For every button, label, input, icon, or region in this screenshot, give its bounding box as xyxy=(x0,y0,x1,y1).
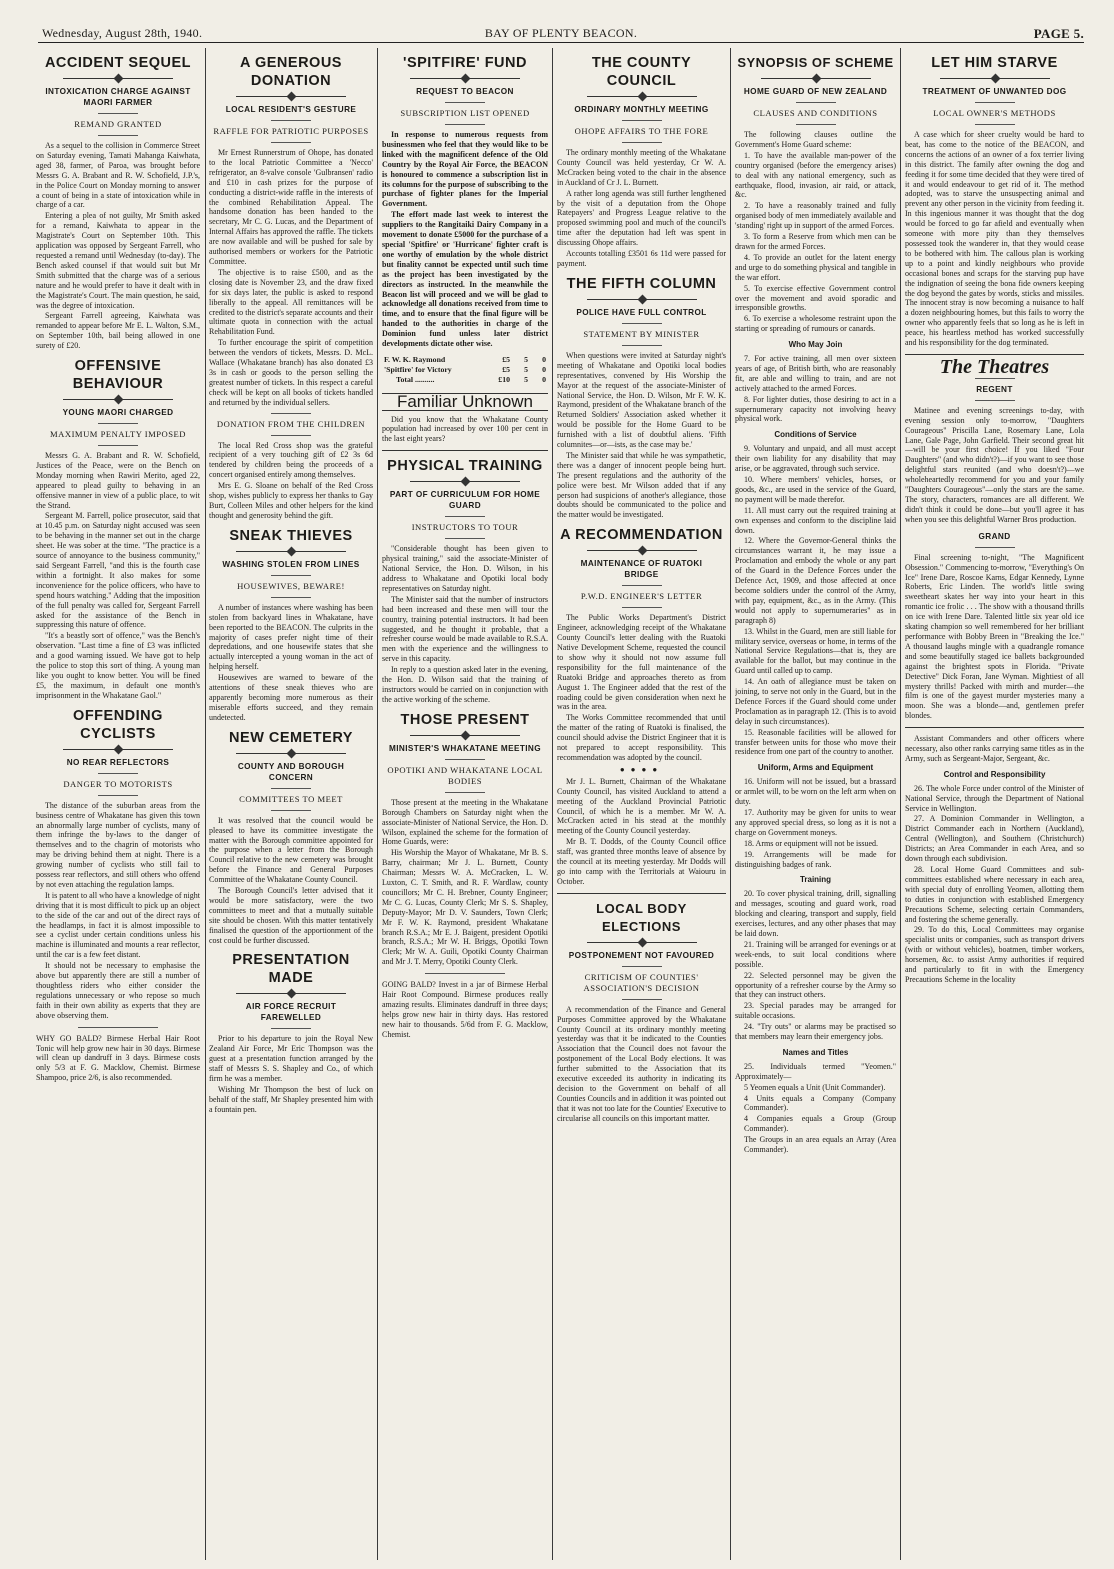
clause: 13. Whilst in the Guard, men are still liable for military service, overseas or home, in terms of the National Service Regulations—that is, they are available for the ballot, but may continue in the Guard until called up to camp. xyxy=(735,626,896,676)
column-4 xyxy=(557,48,726,1560)
subheading: CLAUSES AND CONDITIONS xyxy=(753,108,878,118)
clause: 20. To cover physical training, drill, signalling and messages, scouting and guard work, road blocking and clearing, transport and supply, field exercises, lectures, and any other phases that may be laid down. xyxy=(735,889,896,938)
subheading: LOCAL RESIDENT'S GESTURE xyxy=(225,105,357,114)
short-rule xyxy=(975,547,1015,548)
clause: 14. An oath of allegiance must be taken on joining, to serve not only in the Guard, but in the Defence Forces if the Guard should come under Proclamation as in paragraph 12. (This is to avoid delay in such circumstances). xyxy=(735,677,896,726)
dot-separator: ●●●● xyxy=(619,764,664,774)
pounds: £5 xyxy=(502,364,510,374)
table-row xyxy=(382,355,548,365)
short-rule xyxy=(622,607,662,608)
clause: 10. Where members' vehicles, horses, or goods, &c., are used in the service of the Guard, no payment will be made therefor. xyxy=(735,475,896,504)
ornament-rule xyxy=(761,75,871,82)
paragraph: Matinee and evening screenings to-day, with evening session only to-morrow, "Daughters Courageous" Priscilla Lane, Rosemary Lane, Lola Lane, Gale Page, John Garfield. Their second great hit—will be your first choice! If you liked "Four Daughters" (and who didn't?)—if you want to see those delightful stars reunited (and who doesn't?)—we wholeheartedly recommend for you and your family "Daughters Courageous"—only the stars are the same. The story, characters, romances are all different. We didn't think it could be done—but you'll agree it has when you see this delightful Warner Bros production. xyxy=(905,405,1084,524)
headline-generous-donation: A GENEROUS DONATION xyxy=(240,55,342,89)
shillings: 5 xyxy=(524,354,528,364)
subheading: HOUSEWIVES, BEWARE! xyxy=(237,580,345,591)
short-rule xyxy=(271,575,311,576)
paragraph: A recommendation of the Finance and General Purposes Committee approved by the Whakatane County Council at its ordinary monthly meeting yesterday was that it be indicated to the Counties Association that the Council does not favour the postponement of the Local Body elections. It was further submitted to the Association that its executive exceeded its authority in indicating its decision to the Government on behalf of all Counties Councils and in addition it was pointed out that it was not too late for the Counties' Executive to circularise all councils on this important matter. xyxy=(557,1004,726,1123)
subheading: REMAND GRANTED xyxy=(74,119,162,129)
headline-new-cemetery: NEW CEMETERY xyxy=(229,729,353,746)
issue-date: Wednesday, August 28th, 1940. xyxy=(42,26,203,40)
pounds: £10 xyxy=(498,374,510,384)
paragraph: The Borough Council's letter advised that it would be more satisfactory, were the two committees to meet and that a mutually suitable site should be chosen. With this matter tentatively finalised the question of the apportionment of the cost could be further discussed. xyxy=(209,886,373,945)
article-body xyxy=(557,351,726,520)
article-body xyxy=(209,441,373,521)
article-body xyxy=(209,148,373,408)
total-label: Total .......... xyxy=(396,374,435,384)
subheading: OPOTIKI AND WHAKATANE LOCAL BODIES xyxy=(387,764,543,786)
ornament-rule xyxy=(236,548,346,555)
clause: 17. Authority may be given for units to wear any approved special dress, so long as it is not a charge on Government moneys. xyxy=(735,808,896,837)
article-body xyxy=(36,801,200,1021)
ornament-rule xyxy=(63,746,173,753)
paragraph: When questions were invited at Saturday night's meeting of Whakatane and Opotiki local bodies representatives, convened by His Worship the Mayor at the request of the associate-Minister of National Service, the Hon. D. Wilson, Mr F. W. K. Raymond, president of the Whakatane branch of the Returned Soldiers' Association asked whether it would be possible for the Home Guard to be furnished with a list of doubtful aliens. 'Fifth columnites—or—ists, as the case may be.' xyxy=(557,350,726,450)
short-rule xyxy=(98,135,138,136)
article-body xyxy=(209,816,373,946)
clause: 15. Reasonable facilities will be allowed for transfer between units for those who move their residence from one part of the country to another. xyxy=(735,727,896,757)
paragraph: The distance of the suburban areas from the business centre of Whakatane has given this town an abnormally large number of cyclists, many of them infringe the by-laws to the danger of themselves and to the chagrin of motorists who may be driving behind them at night. There is a growing number of cyclists who still fail to possess rear reflectors, and still others who offend by not even attaching the regulation lamps. xyxy=(36,800,200,889)
subheading: MAINTENANCE OF RUATOKI BRIDGE xyxy=(580,559,703,580)
shillings: 5 xyxy=(524,374,528,384)
headline-local-body-elections: LOCAL BODY ELECTIONS xyxy=(596,900,687,934)
paragraph: In response to numerous requests from businessmen who feel that they would like to be linked with the magnificent defence of the Old Country by the Royal Air Force, the BEACON is honoured to commence a subscription list in its columns for the purpose of subscribing to the purchase of fighter planes for the Imperial Government. xyxy=(382,130,548,209)
article-body xyxy=(905,553,1084,721)
ornament-rule xyxy=(587,93,697,100)
subheading: COMMITTEES TO MEET xyxy=(239,793,343,804)
article-body xyxy=(209,603,373,723)
ornament-rule xyxy=(236,750,346,757)
subheading: YOUNG MAORI CHARGED xyxy=(62,408,174,418)
pence: 0 xyxy=(542,364,546,374)
article-body xyxy=(209,1034,373,1114)
ornament-rule xyxy=(410,732,520,739)
headline-spitfire-fund: 'SPITFIRE' FUND xyxy=(403,55,527,71)
column-5 xyxy=(735,48,896,1560)
clause: 18. Arms or equipment will not be issued. xyxy=(744,838,878,848)
subheading: OHOPE AFFAIRS TO THE FORE xyxy=(574,126,709,136)
article-body xyxy=(905,734,1084,985)
clause: 28. Local Home Guard Committees and sub-committees established where necessary in each area, with special duty of enrolling Yeomen, allotting them to duties in conjunction with established Emergency Precautions Scheme, selecting certain Commanders, and fostering the scheme generally. xyxy=(905,865,1084,924)
short-rule xyxy=(796,124,836,125)
paragraph: Did you know that the Whakatane County population had increased by over 100 per cent in the last eight years? xyxy=(382,414,548,444)
table-row xyxy=(382,375,548,385)
clause: 1. To have the available man-power of the country organised (before the emergency arises) to deal with any national emergency, such as earthquake, flood, invasion, air raid, or attack, &c. xyxy=(735,150,896,200)
paragraph: The following clauses outline the Government's Home Guard scheme: xyxy=(735,130,896,149)
paragraph: Entering a plea of not guilty, Mr Smith asked for a remand, Kaiwhata to appear in the Magistrate's Court on September 10th. This application was opposed by Sergeant Farrell, who requested a remand until Wednesday (to-day). The Bench asked counsel if that would suit but Mr Smith submitted that the charge was of a serious nature and he would prefer to have it dealt with in the Magistrate's Court. The main question, he said, was the degree of intoxication. xyxy=(36,211,200,310)
paragraph: A rather long agenda was still further lengthened by the visit of a deputation from the Ohope Ratepayers' and Progress League relative to the proposed swimming pool and much of the council's time after the deputation had left was spent in discussing Ohope affairs. xyxy=(557,188,726,248)
article-body xyxy=(735,130,896,1155)
clause: 11. All must carry out the required training at own expenses and conform to the discipline laid down. xyxy=(735,505,896,535)
clause: 4. To provide an outlet for the latent energy and urge to do something physical and tangible in the war effort. xyxy=(735,252,896,282)
clause: 19. Arrangements will be made for distinguishing badges of rank. xyxy=(735,849,896,869)
column-rule xyxy=(377,48,378,1560)
clause: 22. Selected personnel may be given the opportunity of a refresher course by the Army so that they can instruct others. xyxy=(735,970,896,1000)
subheading: SUBSCRIPTION LIST OPENED xyxy=(400,108,530,118)
paragraph: The local Red Cross shop was the grateful recipient of a very touching gift of £2 3s 6d tendered by children being the proceeds of a concert organised entirely among themselves. xyxy=(209,440,373,480)
subheading: INSTRUCTORS TO TOUR xyxy=(411,522,519,533)
paragraph: The Public Works Department's District Engineer, acknowledging receipt of the Whakatane County Council's letter dealing with the Ruatoki Native Development Scheme, requested the council to show why it should not now assume full responsibility for the full maintenance of the Ruatoki Bridge and approaches thereto as from August 1. The Engineer added that the rest of the roading could be given consideration when next he was in the area. xyxy=(557,613,726,712)
section-heading: Conditions of Service xyxy=(774,430,857,440)
paragraph: The effort made last week to interest the suppliers to the Rangitaiki Dairy Company in a movement to donate £5000 for the purchase of a special 'Spitfire' or 'Hurricane' fighter craft is one worthy of emulation by the whole district but finality cannot be expected until such time as the project has been investigated by the directors as instructed. In the meanwhile the Beacon list will proceed and we will be glad to acknowledge all donations received from time to time, and to ensure that the final figure will be handed to the authorities in charge of the Dominion fund unless later district developments dictate other wise. xyxy=(382,210,548,349)
article-body xyxy=(36,451,200,701)
short-rule xyxy=(796,102,836,103)
short-rule xyxy=(622,999,662,1000)
subheading: STATEMENT BY MINISTER xyxy=(583,328,700,339)
section-heading: Names and Titles xyxy=(782,1047,849,1057)
donor-name: F. W. K. Raymond xyxy=(384,354,446,364)
column-rule xyxy=(552,48,553,1560)
clause: 6. To exercise a wholesome restraint upon the starting or spreading of rumours or canards. xyxy=(735,314,896,334)
paragraph: In reply to a question asked later in the evening, the Hon. D. Wilson said that the training of instructors would be carried on in conjunction with the active working of the scheme. xyxy=(382,665,548,704)
short-rule xyxy=(975,124,1015,125)
clause: 7. For active training, all men over sixteen years of age, of British birth, who are reasonably fit, are able and willing to train, and are not actively attached to the armed Forces. xyxy=(735,354,896,393)
ornament-rule xyxy=(587,547,697,554)
divider xyxy=(905,727,1084,728)
divider xyxy=(382,450,548,451)
short-rule xyxy=(271,597,311,598)
clause-item: The Groups in an area equals an Array (Area Commander). xyxy=(744,1135,896,1155)
clause: 29. To do this, Local Committees may organise specialist units or companies, such as transport drivers (with or without vehicles), boatmen, timber workers, horsemen, &c. to assist Army authorities if required and particularly to fit in with the Emergency Precautions Scheme in the locality xyxy=(905,925,1084,984)
paragraph: As a sequel to the collision in Commerce Street on Saturday evening, Tamati Mahanga Kaiwhata, aged 38, farmer, of Paroa, was brought before Messrs G. A. Brabant and R. W. Schofield, J.P.'s, in the Police Court on Monday morning to answer a count of being in a state of intoxication while in charge of a car. xyxy=(36,141,200,210)
short-rule xyxy=(425,973,505,974)
paragraph: Assistant Commanders and other officers where necessary, also other ranks carrying same titles as in the Army, such as Sergeant-Major, Sergeant, &c. xyxy=(905,734,1084,763)
clause: 9. Voluntary and unpaid, and all must accept their own liability for any disability that may arise, or be aggravated, through such service. xyxy=(735,444,896,474)
headline-a-recommendation: A RECOMMENDATION xyxy=(560,527,723,544)
clause: 12. Where the Governor-General thinks the circumstances warrant it, he may issue a Proclamation and embody the whole or any part of the Guard in the Defence Forces under the Defence Act, 1909, and those affected at once become soldiers under the control of the Army, with pay, equipment, &c., as in the Army. (This would not apply to supernumeraries" as in paragraph 8) xyxy=(735,536,896,625)
clause-item: 4 Companies equals a Group (Group Commander). xyxy=(744,1114,896,1134)
paragraph: Mr Ernest Runnerstrum of Ohope, has donated to the local Patriotic Committee a 'Necco' refrigerator, an 8-valve console 'Gulbransen' radio and £10 in cash prizes for the purpose of conducting a district-wide raffle in the interests of the combined Rehabilitation Appeal. The handsome donation has been handed to the secretary, Mr C. G. Lucas, and the Department of Internal Affairs has approved the raffle. The tickets are now available and will be pushed for sale by authorised members or workers for the Patriotic Committee. xyxy=(209,148,373,266)
clause: 23. Special parades may be arranged for suitable occasions. xyxy=(735,1001,896,1021)
clause: 3. To form a Reserve from which men can be drawn for the armed Forces. xyxy=(735,232,896,251)
subheading: CRITICISM OF COUNTIES' ASSOCIATION'S DECISION xyxy=(583,971,700,993)
pence: 0 xyxy=(542,354,546,364)
shillings: 5 xyxy=(524,364,528,374)
paragraph: "It's a beastly sort of offence," was the Bench's observation. "Last time a fine of £3 was inflicted and a good warning issued. We have got to help the police to stop this sort of thing. A young man like you ought to know better. You will be fined £5, the maximum, in default one month's imprisonment in the Whakatane Gaol." xyxy=(36,631,200,700)
headline-familiar-unknown: Familiar Unknown xyxy=(382,393,548,411)
headline-physical-training: PHYSICAL TRAINING xyxy=(387,458,543,475)
subheading: DANGER TO MOTORISTS xyxy=(63,778,173,789)
short-rule xyxy=(445,124,485,125)
paragraph: Mr B. T. Dodds, of the County Council office staff, was granted three months leave of absence by the council at its meeting yesterday. Mr Dodds will go into camp with the Territorials at Waiouru in October. xyxy=(557,837,726,886)
subheading: DONATION FROM THE CHILDREN xyxy=(216,418,366,429)
paragraph: Those present at the meeting in the Whakatane Borough Chambers on Saturday night when the associate-Minister of National Service, the Hon. D. Wilson, explained the scheme for the formation of Home Guards, were: xyxy=(382,797,548,847)
paragraph: The Minister said that while he was sympathetic, there was a danger of innocent people being hurt. The present regulations and the authority of the police were best. Mr Wilson added that if any person had suspicions of another's allegiance, those doubts should be communicated to the police and the matter would be investigated. xyxy=(557,450,726,520)
subheading: WASHING STOLEN FROM LINES xyxy=(222,559,360,569)
advertisement xyxy=(36,1034,200,1084)
subheading: PART OF CURRICULUM FOR HOME GUARD xyxy=(389,490,541,511)
subheading: NO REAR REFLECTORS xyxy=(66,757,170,767)
paragraph: It is patent to all who have a knowledge of night driving that it is most difficult to pick up an object to the side of the car and out of the direct rays of the headlamps, in fact it is almost impossible to see a cyclist under certain conditions unless his machine is illuminated and mounts a rear reflector, until the car is a few feet distant. xyxy=(36,890,200,960)
ornament-rule xyxy=(940,75,1050,82)
clause: 27. A Dominion Commander in Wellington, a District Commander each in Northern (Auckland), Central (Wellington), and Southern (Christchurch) Districts; an Area Commander in each Area, and so down through each subdivision. xyxy=(905,814,1084,864)
paragraph: The Minister said that the number of instructors had been increased and these men will tour the country, training potential instructors. It had been suggested, and he thought it probable, that a refresher course would be made available to R.S.A. men with the experience and the willingness to serve in this capacity. xyxy=(382,594,548,664)
short-rule xyxy=(271,413,311,414)
short-rule xyxy=(445,538,485,539)
paragraph: Sergeant M. Farrell, police prosecutor, said that at 10.45 p.m. on Saturday night accused was seen to be behaving in the manner set out in the charge sheet. He was sober at the time. "The practice is a source of annoyance to the business community," said Sergeant Farrell, "and this is the fourth case within a fortnight. It also makes for some inconvenience for the police officers, who have to spend hours watching." Adding that the imposition of the full penalty was called for, Sergeant Farrell asked for the assistance of the Bench in suppressing this nature of offence. xyxy=(36,511,200,630)
short-rule xyxy=(975,400,1015,401)
headline-county-council: THE COUNTY COUNCIL xyxy=(591,55,692,89)
ornament-rule xyxy=(410,478,520,485)
short-rule xyxy=(445,516,485,517)
column-rule xyxy=(730,48,731,1560)
subheading: AIR FORCE RECRUIT FAREWELLED xyxy=(245,1002,337,1023)
section-heading: Who May Join xyxy=(788,340,843,350)
short-rule xyxy=(271,120,311,121)
paragraph: Messrs G. A. Brabant and R. W. Schofield, Justices of the Peace, were on the Bench on Monday morning when Rawiri Merito, aged 22, appeared to plead guilty to behaving in an offensive manner in view of a public place, to wit the Strand. xyxy=(36,451,200,510)
subheading: COUNTY AND BOROUGH CONCERN xyxy=(237,761,345,782)
short-rule xyxy=(622,345,662,346)
headline-offensive-behaviour: OFFENSIVE BEHAVIOUR xyxy=(72,358,164,393)
column-3 xyxy=(382,48,548,1560)
article-body xyxy=(557,1005,726,1124)
clause: 5. To exercise effective Government control over the movement and avoid sporadic and irresponsible growths. xyxy=(735,283,896,313)
paragraph: His Worship the Mayor of Whakatane, Mr B. S. Barry, chairman; Mr J. L. Burnett, County Chairman; Messrs W. A. McCracken, L. W. Luxton, C. T. Smith, and R. F. Wardlaw, county councillors; Mr C. H. Brebner, County Engineer; Mr C. G. Lucas, County Clerk; Mr S. S. Shapley, Deputy-Mayor; Mr D. V. Saunders, Town Clerk; Mr F. W. K. Raymond, president Whakatane branch R.S.A.; Mr E. J. Baigent, president Opotiki branch, R.S.A.; Mr W. H. Briggs, Opotiki Town Clerk; Mr W. A. Guili, Opotiki County Chairman and Mr J. T. Merry, Opotiki County Clerk. xyxy=(382,848,548,967)
column-rule xyxy=(900,48,901,1560)
short-rule xyxy=(271,810,311,811)
subheading: ORDINARY MONTHLY MEETING xyxy=(574,105,709,114)
clause: 21. Training will be arranged for evenings or at week-ends, to suit local conditions where possible. xyxy=(735,939,896,969)
short-rule xyxy=(622,585,662,586)
ornament-rule xyxy=(587,296,697,303)
article-body xyxy=(557,148,726,269)
subheading: P.W.D. ENGINEER'S LETTER xyxy=(580,591,703,602)
divider xyxy=(557,893,726,894)
pounds: £5 xyxy=(502,354,510,364)
page-number: PAGE 5. xyxy=(1033,26,1084,41)
headline-let-him-starve: LET HIM STARVE xyxy=(931,55,1058,71)
article-body xyxy=(382,130,548,349)
paragraph: Final screening to-night, "The Magnificent Obsession." Commencing to-morrow, "Everything's On Ice" Irene Dare, Roscoe Karns, Edgar Kennedy, Lynne Roberts, Eric Linden. The world's little swing sweetheart skates her way into your heart in this romantic ice frolic . . . The show with a thousand thrills on ice with Irene Dare. Talented little six year old ice skating champion so well remembered for her brilliant performance with Bobby Breen in "Breaking the Ice." A thousand laughs mingle with a quadrangle romance and some beautifully staged ice ballets backgrounded against the brightest spots in Florida. "Private Detective" Dick Foran, Jane Wyman. Mightiest of all mystery thrills! Packed with mirth and murder—the film is one of the gayest murder mysteries many a moon. She was a blonde—and, gentlemen prefer blondes. xyxy=(905,552,1084,721)
section-heading: Control and Responsibility xyxy=(943,769,1046,779)
ad-text: WHY GO BALD? Birmese Herbal Hair Root Tonic will help grow new hair in 30 days. Birmese will clean up dandruff in 3 days. Birmese costs only 5/3 at F. G. Macklow, Chemist. Birmese Shampoo, price 2/6, is also recommended. xyxy=(36,1033,200,1083)
short-rule xyxy=(622,966,662,967)
article-body xyxy=(382,415,548,445)
paragraph: Sergeant Farrell agreeing, Kaiwhata was remanded to appear before Mr E. L. Walton, S.M., on September 10th, bail being allowed in one surety of £20. xyxy=(36,311,200,351)
short-rule xyxy=(975,378,1015,379)
clause: 16. Uniform will not be issued, but a brassard or armlet will, to be worn on the left arm when on duty. xyxy=(735,777,896,807)
clause: 2. To have a reasonably trained and fully organised body of men immediately available and 'standing' right up in support of the armed Forces. xyxy=(735,201,896,231)
column-2 xyxy=(209,48,373,1560)
advertisement xyxy=(382,980,548,1039)
paragraph: Prior to his departure to join the Royal New Zealand Air Force, Mr Eric Thompson was the guest at a presentation function arranged by the staff of Messrs S. S. Shapley and Co., of which firm he was a member. xyxy=(209,1034,373,1084)
clause-item: 4 Units equals a Company (Company Commander). xyxy=(744,1093,896,1113)
headline-accident-sequel: ACCIDENT SEQUEL xyxy=(44,55,192,71)
paragraph: The Works Committee recommended that until the matter of the rating of Ruatoki is finalised, the council should advise the District Engineer that it is not prepared to accept responsibility. This recommendation was adopted by the council. xyxy=(557,713,726,762)
article-body xyxy=(36,141,200,351)
clause-item: 5 Yeomen equals a Unit (Unit Commander). xyxy=(744,1082,886,1092)
paragraph: Accounts totalling £3501 6s 11d were passed for payment. xyxy=(557,249,726,268)
column-rule xyxy=(205,48,206,1560)
section-heading: Uniform, Arms and Equipment xyxy=(757,763,874,773)
column-1 xyxy=(36,48,200,1560)
article-body xyxy=(382,798,548,967)
short-rule xyxy=(78,1027,158,1028)
clause: 24. "Try outs" or alarms may be practised so that members may learn their emergency jobs. xyxy=(735,1022,896,1042)
article-body xyxy=(557,613,726,886)
short-rule xyxy=(975,102,1015,103)
ornament-rule xyxy=(63,396,173,403)
paragraph: Housewives are warned to beware of the attentions of these sneak thieves who are apparently becoming more numerous as their miserable efforts succeed, and they remain undetected. xyxy=(209,673,373,722)
short-rule xyxy=(271,788,311,789)
ornament-rule xyxy=(236,93,346,100)
paragraph: Wishing Mr Thompson the best of luck on behalf of the staff, Mr Shapley presented him with a fountain pen. xyxy=(209,1085,373,1114)
short-rule xyxy=(445,759,485,760)
paragraph: It was resolved that the council would be pleased to have its committee investigate the matter with the Borough committee appointed for the purpose when a letter from the Borough Council relative to the new cemetery was brought before the Finance and General Purposes Committee of the Whakatane County Council. xyxy=(209,815,373,885)
clause: 8. For lighter duties, those desiring to act in a supernumerary capacity not involving heavy physical work. xyxy=(735,394,896,424)
paragraph: "Considerable thought has been given to physical training," said the associate-Minister of National Service, the Hon. D. Wilson, in his address to Whakatane and Opotiki local body representatives on Saturday night. xyxy=(382,544,548,593)
short-rule xyxy=(271,435,311,436)
paragraph: Mrs E. G. Sloane on behalf of the Red Cross shop, wishes publicly to express her thanks to Gay Burt, Colleen Miles and other helpers for the kind thought and generosity behind the gift. xyxy=(209,481,373,520)
subheading: REQUEST TO BEACON xyxy=(416,87,514,96)
clause: 25. Individuals termed "Yeomen." Approximately— xyxy=(735,1061,896,1081)
paragraph: A case which for sheer cruelty would be hard to beat, has come to the notice of the BEACON, and concerns the actions of an owner of a fox terrier living in this district. The family after owning the dog and feeding it for some time decided that they were tired of it and would endeavour to get rid of it. The method adopted, was to starve the unsuspecting animal and prevent any other person in the vicinity from feeding it. In this ingenious manner it was thought that the dog would be forced to go far afield and eventually when someone with more pity than they themselves possessed took the wanderer in, that they would cease to be bothered with him. The callous plan is working up to a point and kindly neighbours who provide occasional bones and scraps for the starving pup have the indignation of seeing the bona fide owners keeping the dog beyond the gates by words, sticks and missiles. The innocent stray is now becoming a nuisance to half a dozen neighbouring homes, but this fails to worry the owner who apparently feels that so long as he is left in peace, his heartless method has worked successfully and his responsibility for the dog terminated. xyxy=(905,130,1084,348)
headline-the-theatres: The Theatres xyxy=(939,355,1050,378)
short-rule xyxy=(98,113,138,114)
subheading: REGENT xyxy=(976,384,1013,394)
newspaper-title: BAY OF PLENTY BEACON. xyxy=(484,26,638,40)
short-rule xyxy=(271,142,311,143)
headline-sneak-thieves: SNEAK THIEVES xyxy=(229,527,353,544)
short-rule xyxy=(98,423,138,424)
paragraph: It should not be necessary to emphasise the above but apparently there are still a number of thoughtless riders who either consider the regulations unnecessary or who repose so much faith in their own ability as experts that they are above observing them. xyxy=(36,961,200,1020)
donor-name: 'Spitfire' for Victory xyxy=(384,364,452,374)
short-rule xyxy=(622,120,662,121)
paragraph: To further encourage the spirit of competition between the vendors of tickets, Messrs. D. McL. Wallace (Whakatane branch) has also donated £3 3s in cash or goods to the person selling the greatest number of tickets. In this respect a careful check will be kept on all books of tickets handled and returned by the individual sellers. xyxy=(209,338,373,407)
column-6 xyxy=(905,48,1084,1560)
table-row xyxy=(382,365,548,375)
subscription-list xyxy=(382,355,548,385)
clause: 26. The whole Force under control of the Minister of National Service, through the Department of National Service in Wellington. xyxy=(905,783,1084,813)
subheading: GRAND xyxy=(978,531,1011,541)
subheading: INTOXICATION CHARGE AGAINST MAORI FARMER xyxy=(45,87,191,107)
paragraph: The objective is to raise £500, and as the closing date is November 23, and the draw fixed for six days later, the public is asked to respond liberally to the appeal. All remittances will be credited to the district's separate accounts and their ultimate quota in connection with the actual Rehabilitation Fund. xyxy=(209,267,373,337)
short-rule xyxy=(98,773,138,774)
subheading: LOCAL OWNER'S METHODS xyxy=(933,108,1056,118)
short-rule xyxy=(98,795,138,796)
headline-those-present: THOSE PRESENT xyxy=(400,711,530,728)
subheading: POSTPONEMENT NOT FAVOURED xyxy=(568,950,715,960)
subheading: MAXIMUM PENALTY IMPOSED xyxy=(50,429,186,440)
ornament-rule xyxy=(236,990,346,997)
subheading: TREATMENT OF UNWANTED DOG xyxy=(922,87,1067,96)
ornament-rule xyxy=(587,939,697,946)
short-rule xyxy=(622,142,662,143)
article-body xyxy=(382,544,548,705)
headline-presentation-made: PRESENTATION MADE xyxy=(232,952,350,987)
section-heading: Training xyxy=(799,875,832,885)
ornament-rule xyxy=(63,75,173,82)
paragraph: Mr J. L. Burnett, Chairman of the Whakatane County Council, has visited Auckland to attend a meeting of the Auckland Provincial Patriotic Council, of which he is a member. Mr W. A. McCracken acted in his stead at the monthly meeting of the County Council yesterday. xyxy=(557,776,726,836)
paragraph: The ordinary monthly meeting of the Whakatane County Council was held yesterday, Cr W. A. McCracken being voted to the chair in the absence in Auckland of Cr J. L. Burnett. xyxy=(557,148,726,187)
headline-fifth-column: THE FIFTH COLUMN xyxy=(566,275,717,292)
short-rule xyxy=(271,1028,311,1029)
divider xyxy=(905,354,1084,355)
pence: 0 xyxy=(542,374,546,384)
subheading: MINISTER'S WHAKATANE MEETING xyxy=(388,743,542,753)
article-body xyxy=(905,130,1084,348)
masthead xyxy=(38,26,1084,43)
ornament-rule xyxy=(410,75,520,82)
short-rule xyxy=(98,445,138,446)
short-rule xyxy=(445,792,485,793)
short-rule xyxy=(622,323,662,324)
short-rule xyxy=(445,102,485,103)
subheading: POLICE HAVE FULL CONTROL xyxy=(576,307,707,317)
subheading: HOME GUARD OF NEW ZEALAND xyxy=(743,87,888,96)
ad-text: GOING BALD? Invest in a jar of Birmese Herbal Hair Root Compound. Birmese produces really amazing results. Eliminates dandruff in three days; helps grow new hair in thirty days. Has restored new hair to thousands. 5/6d from F. G. Macklow, Chemist. xyxy=(382,980,548,1039)
subheading: RAFFLE FOR PATRIOTIC PURPOSES xyxy=(213,126,369,136)
headline-synopsis-of-scheme: SYNOPSIS OF SCHEME xyxy=(737,55,894,70)
paragraph: A number of instances where washing has been stolen from backyard lines in Whakatane, have been reported to the BEACON. The culprits in the majority of cases prefer night time of their depredations, and one housewife states that she actually intercepted a young woman in the act of helping herself. xyxy=(209,602,373,672)
article-body xyxy=(905,406,1084,525)
headline-offending-cyclists: OFFENDING CYCLISTS xyxy=(73,707,163,742)
